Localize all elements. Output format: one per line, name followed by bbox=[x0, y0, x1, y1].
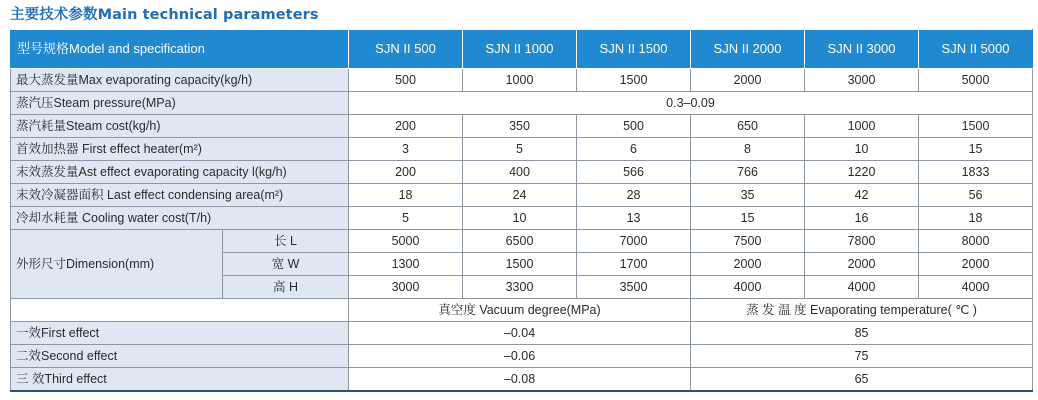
cell-value: 4000 bbox=[805, 276, 919, 299]
cell-value: 5 bbox=[349, 207, 463, 230]
cell-value: 56 bbox=[919, 184, 1033, 207]
cell-value: 6500 bbox=[463, 230, 577, 253]
table-row bbox=[11, 230, 1033, 253]
cell-value: 6 bbox=[577, 138, 691, 161]
evap-temp-header: 蒸 发 温 度 Evaporating temperature( ℃ ) bbox=[691, 299, 1033, 322]
cell-value: 16 bbox=[805, 207, 919, 230]
table-row bbox=[11, 161, 1033, 184]
cell-value: 28 bbox=[577, 184, 691, 207]
cell-value: 24 bbox=[463, 184, 577, 207]
cell-value: 13 bbox=[577, 207, 691, 230]
cell-value: 7000 bbox=[577, 230, 691, 253]
cell-value: 18 bbox=[349, 184, 463, 207]
cell-value: 8 bbox=[691, 138, 805, 161]
evap-temp-value: 85 bbox=[691, 322, 1033, 345]
dimension-sub-label: 高 H bbox=[223, 276, 349, 299]
cell-value: 5000 bbox=[919, 69, 1033, 92]
cell-value: 4000 bbox=[919, 276, 1033, 299]
model-header: SJN II 1000 bbox=[463, 30, 577, 69]
table-row bbox=[11, 345, 1033, 368]
row-label: 一效First effect bbox=[11, 322, 349, 345]
model-header: SJN II 1500 bbox=[577, 30, 691, 69]
cell-value: 4000 bbox=[691, 276, 805, 299]
cell-value: 650 bbox=[691, 115, 805, 138]
table-row bbox=[11, 207, 1033, 230]
cell-value: 3300 bbox=[463, 276, 577, 299]
cell-value: 18 bbox=[919, 207, 1033, 230]
table-row bbox=[11, 322, 1033, 345]
evap-temp-value: 65 bbox=[691, 368, 1033, 392]
row-label: 最大蒸发量Max evaporating capacity(kg/h) bbox=[11, 69, 349, 92]
model-header: SJN II 3000 bbox=[805, 30, 919, 69]
cell-value: 200 bbox=[349, 115, 463, 138]
cell-value: 35 bbox=[691, 184, 805, 207]
vacuum-value: –0.08 bbox=[349, 368, 691, 392]
table-row bbox=[11, 92, 1033, 115]
row-label: 首效加热器 First effect heater(m²) bbox=[11, 138, 349, 161]
cell-value: 10 bbox=[805, 138, 919, 161]
cell-value: 2000 bbox=[691, 69, 805, 92]
row-label: 二效Second effect bbox=[11, 345, 349, 368]
model-header: SJN II 500 bbox=[349, 30, 463, 69]
row-label: 冷却水耗量 Cooling water cost(T/h) bbox=[11, 207, 349, 230]
cell-value: 350 bbox=[463, 115, 577, 138]
row-label: 末效冷凝器面积 Last effect condensing area(m²) bbox=[11, 184, 349, 207]
cell-value: 15 bbox=[691, 207, 805, 230]
cell-value: 1000 bbox=[463, 69, 577, 92]
cell-value: 7800 bbox=[805, 230, 919, 253]
table-row bbox=[11, 368, 1033, 392]
table-row bbox=[11, 299, 1033, 322]
dimension-label: 外形尺寸Dimension(mm) bbox=[11, 230, 223, 299]
spec-header-label: 型号规格Model and specification bbox=[11, 30, 349, 69]
cell-value: 2000 bbox=[919, 253, 1033, 276]
cell-value: 3 bbox=[349, 138, 463, 161]
page-title: 主要技术参数Main technical parameters bbox=[10, 7, 319, 23]
cell-value: 1500 bbox=[577, 69, 691, 92]
evap-temp-value: 75 bbox=[691, 345, 1033, 368]
empty-cell bbox=[11, 299, 349, 322]
vacuum-header: 真空度 Vacuum degree(MPa) bbox=[349, 299, 691, 322]
table-row bbox=[11, 184, 1033, 207]
cell-value: 500 bbox=[577, 115, 691, 138]
vacuum-value: –0.06 bbox=[349, 345, 691, 368]
dimension-sub-label: 宽 W bbox=[223, 253, 349, 276]
table-row bbox=[11, 138, 1033, 161]
cell-value: 5000 bbox=[349, 230, 463, 253]
dimension-sub-label: 长 L bbox=[223, 230, 349, 253]
table-row bbox=[11, 69, 1033, 92]
cell-value: 1220 bbox=[805, 161, 919, 184]
cell-value: 200 bbox=[349, 161, 463, 184]
cell-value: 1500 bbox=[919, 115, 1033, 138]
technical-parameters-table bbox=[10, 29, 1033, 392]
cell-value: 3500 bbox=[577, 276, 691, 299]
table-header-row bbox=[11, 30, 1033, 69]
model-header: SJN II 2000 bbox=[691, 30, 805, 69]
cell-value: 3000 bbox=[805, 69, 919, 92]
cell-value: 7500 bbox=[691, 230, 805, 253]
cell-value: 766 bbox=[691, 161, 805, 184]
vacuum-value: –0.04 bbox=[349, 322, 691, 345]
cell-value: 42 bbox=[805, 184, 919, 207]
cell-value: 1500 bbox=[463, 253, 577, 276]
cell-value: 2000 bbox=[691, 253, 805, 276]
cell-value: 566 bbox=[577, 161, 691, 184]
cell-value: 3000 bbox=[349, 276, 463, 299]
row-label: 蒸汽压Steam pressure(MPa) bbox=[11, 92, 349, 115]
cell-value: 5 bbox=[463, 138, 577, 161]
cell-value: 1700 bbox=[577, 253, 691, 276]
row-label: 三 效Third effect bbox=[11, 368, 349, 392]
cell-value: 400 bbox=[463, 161, 577, 184]
row-label: 蒸汽耗量Steam cost(kg/h) bbox=[11, 115, 349, 138]
cell-value: 10 bbox=[463, 207, 577, 230]
model-header: SJN II 5000 bbox=[919, 30, 1033, 69]
cell-value: 1300 bbox=[349, 253, 463, 276]
cell-value: 500 bbox=[349, 69, 463, 92]
cell-value: 15 bbox=[919, 138, 1033, 161]
cell-value: 1000 bbox=[805, 115, 919, 138]
table-row bbox=[11, 115, 1033, 138]
cell-value: 8000 bbox=[919, 230, 1033, 253]
merged-cell-value: 0.3–0.09 bbox=[349, 92, 1033, 115]
cell-value: 2000 bbox=[805, 253, 919, 276]
cell-value: 1833 bbox=[919, 161, 1033, 184]
row-label: 末效蒸发量Ast effect evaporating capacity l(kg/h) bbox=[11, 161, 349, 184]
